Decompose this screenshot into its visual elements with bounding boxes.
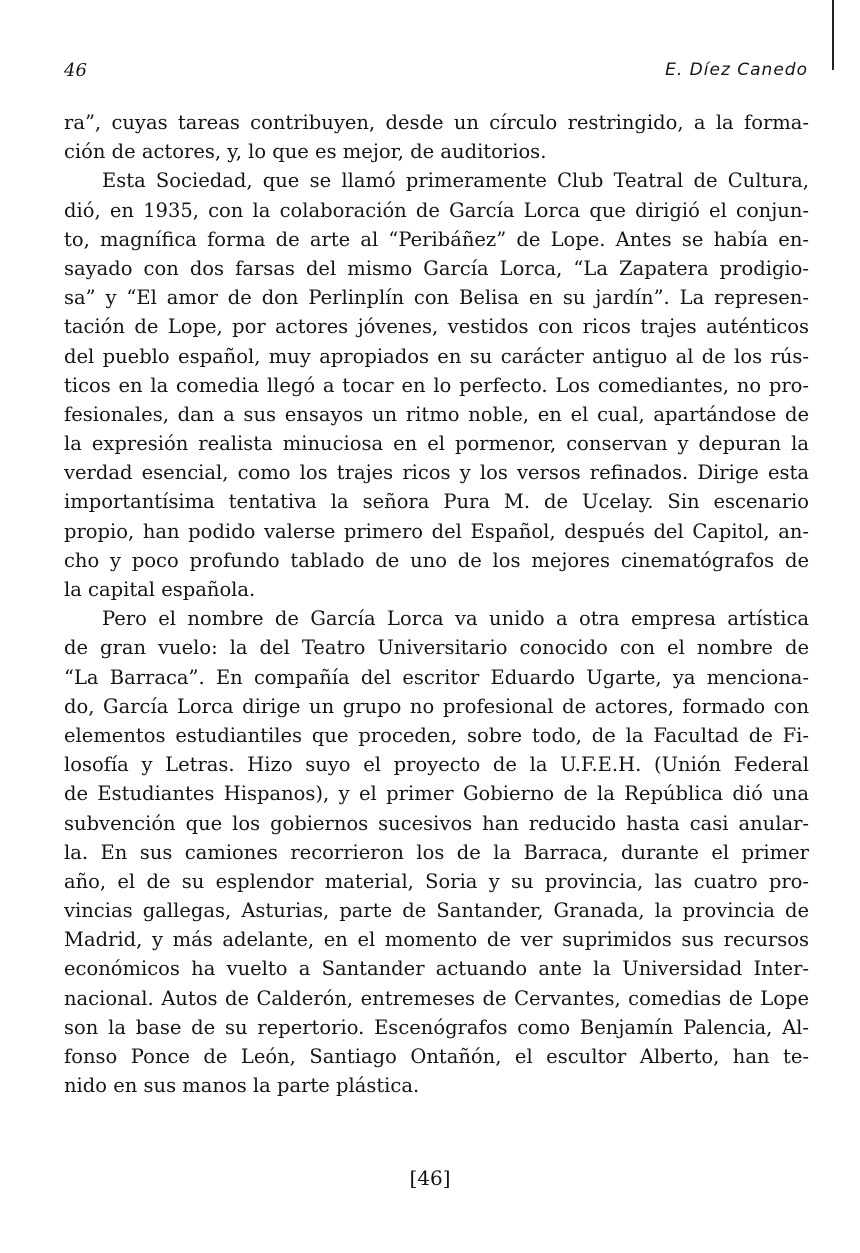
text-line: do, García Lorca dirige un grupo no profesional de actores, formado con xyxy=(64,694,809,718)
text-line: nido en sus manos la parte plástica. xyxy=(64,1074,420,1098)
text-line: fonso Ponce de León, Santiago Ontañón, el escultor Alberto, han te- xyxy=(64,1045,809,1068)
text-line: año, el de su esplendor material, Soria y su provincia, las cuatro pro- xyxy=(64,869,809,893)
text-line: de Estudiantes Hispanos), y el primer Gobierno de la República dió una xyxy=(64,782,809,806)
text-line: ra”, cuyas tareas contribuyen, desde un círculo restringido, a la forma- xyxy=(64,111,809,134)
running-head-author: E. Díez Canedo xyxy=(665,60,808,80)
text-line: fesionales, dan a sus ensayos un ritmo noble, en el cual, apartándose de xyxy=(64,402,809,426)
paragraph-first-line: Esta Sociedad, que se llamó primeramente Club Teatral de Cultura, xyxy=(102,169,809,193)
paragraph-first-line: Pero el nombre de García Lorca va unido a otra empresa artística xyxy=(102,607,809,631)
text-line: Madrid, y más adelante, en el momento de ver suprimidos sus recursos xyxy=(64,928,809,952)
text-line: sa” y “El amor de don Perlinplín con Belisa en su jardín”. La represen- xyxy=(64,286,809,310)
text-line: verdad esencial, como los trajes ricos y los versos refinados. Dirige esta xyxy=(64,461,809,485)
page-header xyxy=(64,60,808,86)
text-line: subvención que los gobiernos sucesivos han reducido hasta casi anular- xyxy=(64,811,809,835)
text-line: nacional. Autos de Calderón, entremeses de Cervantes, comedias de Lope xyxy=(64,986,809,1010)
text-line: elementos estudiantiles que proceden, sobre todo, de la Facultad de Fi- xyxy=(64,723,809,747)
text-line: propio, han podido valerse primero del Español, después del Capitol, an- xyxy=(64,519,809,543)
text-line: ción de actores, y, lo que es mejor, de auditorios. xyxy=(64,140,547,164)
text-line: “La Barraca”. En compañía del escritor Eduardo Ugarte, ya menciona- xyxy=(64,665,809,689)
text-line: dió, en 1935, con la colaboración de García Lorca que dirigió el conjun- xyxy=(64,198,809,222)
text-line: la expresión realista minuciosa en el pormenor, conservan y depuran la xyxy=(64,432,809,456)
text-line: la capital española. xyxy=(64,578,256,601)
text-line: sayado con dos farsas del mismo García Lorca, “La Zapatera prodigio- xyxy=(64,256,809,280)
text-line: cho y poco profundo tablado de uno de los mejores cinematógrafos de xyxy=(64,548,809,572)
text-line: importantísima tentativa la señora Pura M. de Ucelay. Sin escenario xyxy=(64,490,809,514)
text-line: to, magnífica forma de arte al “Peribáñez” de Lope. Antes se había en- xyxy=(64,227,809,251)
text-line: económicos ha vuelto a Santander actuando ante la Universidad Inter- xyxy=(64,957,809,981)
footer-page-number: [46] xyxy=(409,1166,451,1190)
text-line: tación de Lope, por actores jóvenes, vestidos con ricos trajes auténticos xyxy=(64,315,809,339)
text-line: ticos en la comedia llegó a tocar en lo perfecto. Los comediantes, no pro- xyxy=(64,373,809,397)
text-line: son la base de su repertorio. Escenógrafos como Benjamín Palencia, Al- xyxy=(64,1015,809,1039)
text-line: del pueblo español, muy apropiados en su carácter antiguo al de los rús- xyxy=(64,344,809,368)
scan-edge-mark xyxy=(832,0,834,70)
body-text xyxy=(64,108,809,1100)
header-page-number: 46 xyxy=(64,60,87,81)
text-line: losofía y Letras. Hizo suyo el proyecto de la U.F.E.H. (Unión Federal xyxy=(64,753,809,777)
text-line: de gran vuelo: la del Teatro Universitario conocido con el nombre de xyxy=(64,636,809,660)
text-line: vincias gallegas, Asturias, parte de Santander, Granada, la provincia de xyxy=(64,899,809,923)
text-line: la. En sus camiones recorrieron los de la Barraca, durante el primer xyxy=(64,840,809,864)
